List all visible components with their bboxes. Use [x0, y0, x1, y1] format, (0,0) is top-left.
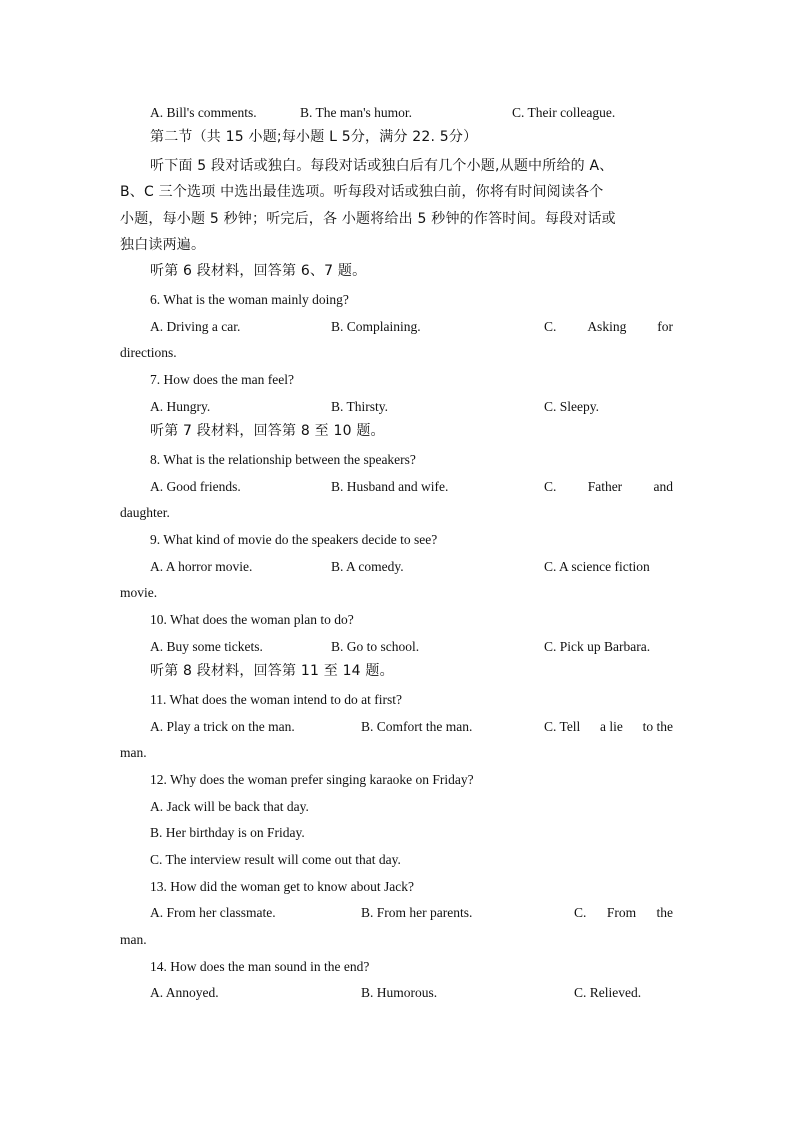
option-b: B. Humorous. — [361, 985, 438, 1000]
instruction-line: 听下面 5 段对话或独白。每段对话或独白后有几个小题,从题中所给的 A、 — [150, 158, 614, 174]
option-c: C. Pick up Barbara. — [544, 639, 651, 654]
option-c-continued: man. — [120, 932, 147, 947]
question-7: 7. How does the man feel? — [150, 372, 294, 387]
question-11: 11. What does the woman intend to do at first? — [150, 692, 402, 707]
option-b: B. From her parents. — [361, 905, 473, 920]
material-heading: 听第 7 段材料，回答第 8 至 10 题。 — [150, 423, 385, 439]
option-c-continued: man. — [120, 745, 147, 760]
option-a: A. From her classmate. — [150, 905, 276, 920]
question-9: 9. What kind of movie do the speakers decide to see? — [150, 532, 438, 547]
question-14: 14. How does the man sound in the end? — [150, 959, 370, 974]
option-c: C. Tell a lie to the — [544, 719, 673, 734]
option-a: A. Good friends. — [150, 479, 241, 494]
question-12: 12. Why does the woman prefer singing karaoke on Friday? — [150, 772, 474, 787]
section-title: 第二节（共 15 小题;每小题 L 5分，满分 22. 5分） — [150, 129, 478, 145]
option-b: B. Husband and wife. — [331, 479, 449, 494]
option-a: A. A horror movie. — [150, 559, 253, 574]
option-a: A. Annoyed. — [150, 985, 219, 1000]
option-b: B. Thirsty. — [331, 399, 389, 414]
option-a: A. Jack will be back that day. — [150, 799, 309, 814]
material-heading: 听第 8 段材料，回答第 11 至 14 题。 — [150, 663, 394, 679]
question-6: 6. What is the woman mainly doing? — [150, 292, 349, 307]
question-13: 13. How did the woman get to know about Jack? — [150, 879, 414, 894]
instruction-line: 小题，每小题 5 秒钟；听完后，各 小题将给出 5 秒钟的作答时间。每段对话或 — [120, 211, 616, 227]
option-c: C. Relieved. — [574, 985, 642, 1000]
question-10: 10. What does the woman plan to do? — [150, 612, 354, 627]
option-b: B. The man's humor. — [300, 105, 413, 120]
option-b: B. Comfort the man. — [361, 719, 473, 734]
option-a: A. Hungry. — [150, 399, 211, 414]
option-c: C. From the — [574, 905, 673, 920]
option-b: B. Complaining. — [331, 319, 421, 334]
instruction-line: 独白读两遍。 — [120, 237, 206, 253]
instruction-line: B、C 三个选项 中选出最佳选项。听每段对话或独白前，你将有时间阅读各个 — [120, 184, 604, 200]
option-c: C. A science fiction — [544, 559, 650, 574]
option-a: A. Play a trick on the man. — [150, 719, 295, 734]
option-c-continued: directions. — [120, 345, 177, 360]
option-c-continued: movie. — [120, 585, 158, 600]
option-c-continued: daughter. — [120, 505, 170, 520]
option-a: A. Buy some tickets. — [150, 639, 263, 654]
option-b: B. A comedy. — [331, 559, 404, 574]
option-a: A. Bill's comments. — [150, 105, 257, 120]
option-c: C. Asking for — [544, 319, 673, 334]
question-8: 8. What is the relationship between the speakers? — [150, 452, 416, 467]
option-c: C. Their colleague. — [512, 105, 616, 120]
material-heading: 听第 6 段材料，回答第 6、7 题。 — [150, 263, 367, 279]
option-c: C. The interview result will come out that day. — [150, 852, 401, 867]
option-b: B. Go to school. — [331, 639, 420, 654]
option-a: A. Driving a car. — [150, 319, 241, 334]
option-c: C. Father and — [544, 479, 673, 494]
option-c: C. Sleepy. — [544, 399, 599, 414]
option-b: B. Her birthday is on Friday. — [150, 825, 305, 840]
